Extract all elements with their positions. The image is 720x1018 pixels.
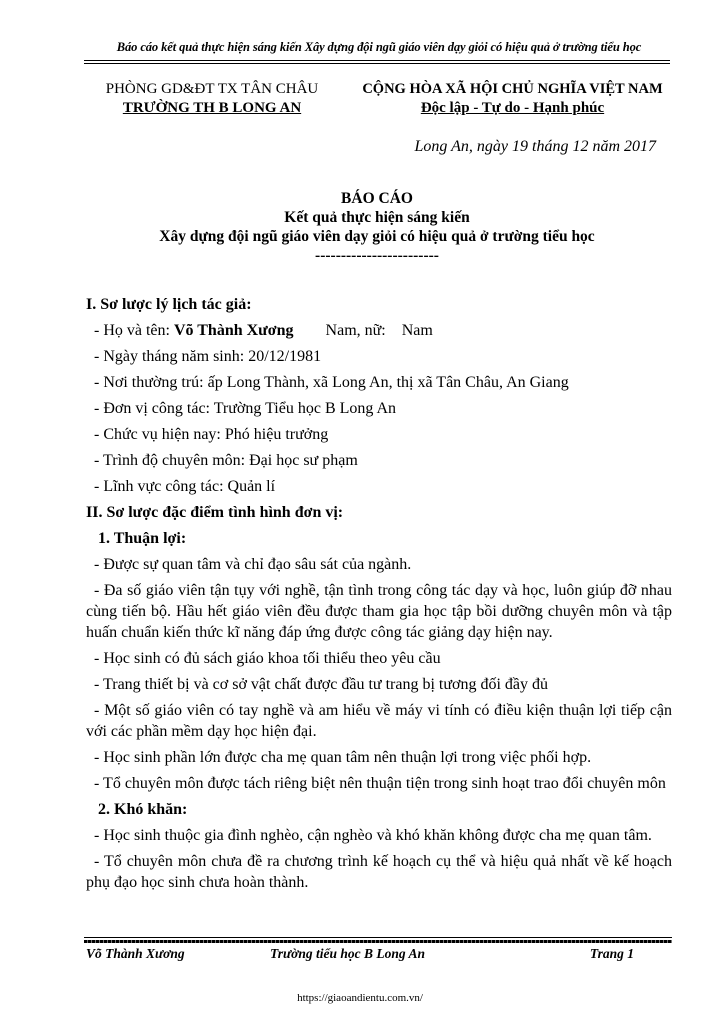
- field-line: - Lĩnh vực công tác: Quản lí: [94, 478, 276, 495]
- page-number: Trang 1: [589, 946, 634, 961]
- section2-heading: II. Sơ lược đặc điểm tình hình đơn vị:: [86, 504, 344, 521]
- advantage-item: - Học sinh phần lớn được cha mẹ quan tâm nên thuận lợi trong việc phối hợp.: [94, 749, 592, 766]
- header-rule: [84, 60, 670, 61]
- birth-date-line: - Ngày tháng năm sinh: 20/12/1981: [94, 348, 322, 365]
- header-rule-secondary: [84, 63, 670, 64]
- running-header: Báo cáo kết quả thực hiện sáng kiến Xây dựng đội ngũ giáo viên dạy giỏi có hiệu quả ở trường tiểu học: [116, 40, 642, 54]
- footer-rule-thick: [84, 940, 672, 943]
- advantage-item: - Trang thiết bị và cơ sở vật chất được đầu tư trang bị tương đối đầy đủ: [94, 676, 549, 693]
- document-body: [86, 294, 672, 893]
- national-motto: Độc lập - Tự do - Hạnh phúc: [420, 100, 605, 116]
- national-motto-block: [350, 80, 675, 118]
- qualification-line: - Trình độ chuyên môn: Đại học sư phạm: [94, 452, 358, 469]
- footer-school: Trường tiểu học B Long An: [270, 946, 425, 961]
- school-name: TRƯỜNG TH B LONG AN: [122, 100, 302, 116]
- author-name: Võ Thành Xương: [173, 322, 294, 339]
- footer-rule: [84, 937, 672, 938]
- advantage-item: - Tổ chuyên môn được tách riêng biệt nên thuận tiện trong sinh hoạt trao đổi chuyên môn: [94, 775, 666, 792]
- advantages-heading: 1. Thuận lợi:: [98, 530, 187, 547]
- section1-heading: I. Sơ lược lý lịch tác giả:: [86, 296, 252, 313]
- difficulties-heading: 2. Khó khăn:: [98, 801, 188, 818]
- office-name: PHÒNG GD&ĐT TX TÂN CHÂU: [105, 81, 319, 97]
- date-line: Long An, ngày 19 tháng 12 năm 2017: [414, 138, 656, 155]
- gender-value: Nam: [401, 322, 433, 339]
- author-name-line: [86, 320, 672, 341]
- report-title-block: [84, 189, 670, 265]
- title-divider: ------------------------: [315, 247, 439, 264]
- workplace-line: - Đơn vị công tác: Trường Tiểu học B Long An: [94, 400, 397, 417]
- advantage-item: - Một số giáo viên có tay nghề và am hiểu về máy vi tính có điều kiện thuận lợi tiếp cận với các phần mềm dạy học hiện đại.: [86, 702, 672, 740]
- report-title: BÁO CÁO: [341, 190, 413, 207]
- difficulty-item: - Học sinh thuộc gia đình nghèo, cận nghèo và khó khăn không được cha mẹ quan tâm.: [94, 827, 652, 844]
- report-subtitle: Kết quả thực hiện sáng kiến: [284, 209, 470, 226]
- issuing-office-block: [78, 80, 346, 118]
- footer-author: Võ Thành Xương: [86, 946, 185, 961]
- gender-label: Nam, nữ:: [325, 322, 386, 339]
- name-label: - Họ và tên:: [94, 322, 174, 339]
- country-name: CỘNG HÒA XÃ HỘI CHỦ NGHĨA VIỆT NAM: [362, 81, 663, 97]
- source-url: https://giaoandientu.com.vn/: [297, 992, 423, 1004]
- difficulty-item: - Tổ chuyên môn chưa đề ra chương trình kế hoạch cụ thể và hiệu quả nhất về kế hoạch phụ đạo học sinh chưa hoàn thành.: [86, 853, 672, 891]
- advantage-item: - Được sự quan tâm và chỉ đạo sâu sát của ngành.: [94, 556, 412, 573]
- report-topic: Xây dựng đội ngũ giáo viên dạy giỏi có hiệu quả ở trường tiểu học: [159, 228, 595, 245]
- residence-line: - Nơi thường trú: ấp Long Thành, xã Long An, thị xã Tân Châu, An Giang: [94, 374, 569, 391]
- advantage-item: - Đa số giáo viên tận tụy với nghề, tận tình trong công tác dạy và học, luôn giúp đỡ nhau cùng tiến bộ. Hầu hết giáo viên đều được tham gia học tập bồi dưỡng chuyên môn và tập huấn chuẩn kiến thức kĩ năng đáp ứng được công tác giảng dạy hiện nay.: [86, 582, 672, 641]
- position-line: - Chức vụ hiện nay: Phó hiệu trưởng: [94, 426, 329, 443]
- advantage-item: - Học sinh có đủ sách giáo khoa tối thiểu theo yêu cầu: [94, 650, 441, 667]
